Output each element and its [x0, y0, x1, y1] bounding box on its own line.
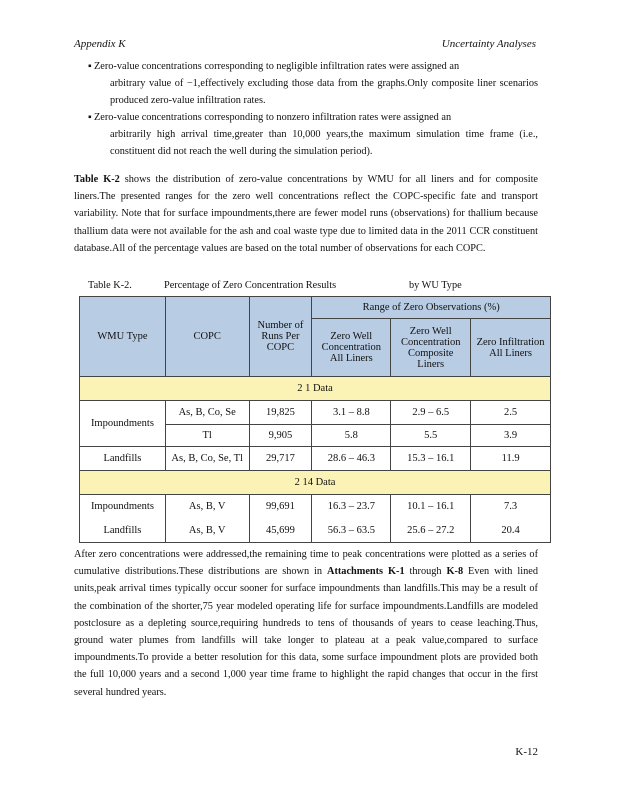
cell-all: 56.3 – 63.5 — [312, 519, 391, 543]
bullet-cont: arbitrarily high arrival time,greater than 10,000 years,the maximum simulation time frame (i.e., constituent did not reach the well during the simulation period). — [110, 129, 538, 157]
table-row — [80, 495, 551, 519]
table-row — [80, 401, 551, 425]
caption-label: Table K-2. — [88, 280, 132, 291]
bullet-cont: arbitrary value of −1,effectively excluding those data from the graphs.Only composite liner scenarios produced zero-value infiltration rates. — [110, 78, 538, 106]
header-range: Range of Zero Observations (%) — [312, 297, 551, 319]
bullet-list — [88, 58, 538, 160]
header-zero-well-composite: Zero Well Concentration Composite Liners — [391, 319, 471, 377]
header-runs: Number of Runs Per COPC — [249, 297, 312, 377]
cell-wmu: Impoundments — [80, 401, 166, 447]
para2-t3: Even with lined units,peak arrival times typically occur sooner for surface impoundments than landfills.This may be a result of the combination of the shorter,75 year modeled operating life for surface impoundments.Landfills are modeled postclosure as a depleting source,requiring hundreds to tens of thousands of years to cease leaching.Thus, ground water plumes from landfills will take longer to plateau at a peak value,compared to surface impoundments.To provide a better resolution for this data, some surface impoundment plots are provided both the full 10,000 years and a second 1,000 year time frame to highlight the rapid changes that occur in the first several hundred years. — [74, 566, 538, 698]
bullet-marker: ▪ — [88, 112, 92, 123]
cell-inf: 2.5 — [471, 401, 551, 425]
cell-copc: As, B, Co, Se, Tl — [165, 447, 249, 471]
bullet-item — [88, 58, 538, 109]
table-row — [80, 447, 551, 471]
page-number: K-12 — [515, 746, 538, 758]
cell-copc: As, B, Co, Se — [165, 401, 249, 425]
cell-inf: 7.3 — [471, 495, 551, 519]
header-zero-infiltration: Zero Infiltration All Liners — [471, 319, 551, 377]
cell-runs: 99,691 — [249, 495, 312, 519]
cell-comp: 2.9 – 6.5 — [391, 401, 471, 425]
table-row — [80, 519, 551, 543]
cell-all: 3.1 – 8.8 — [312, 401, 391, 425]
para2-t1: After zero concentrations were addressed,the remaining time to peak concentrations were plotted as a series of cumulative distributions.These distributions are shown in — [74, 549, 538, 578]
bullet-lead: Zero-value concentrations corresponding to nonzero infiltration rates were assigned an — [94, 112, 452, 123]
cell-runs: 29,717 — [249, 447, 312, 471]
cell-all: 28.6 – 46.3 — [312, 447, 391, 471]
band-2: 2 14 Data — [80, 471, 551, 495]
cell-all: 5.8 — [312, 425, 391, 447]
table-caption — [88, 280, 538, 291]
cell-comp: 25.6 – 27.2 — [391, 519, 471, 543]
caption-title: Percentage of Zero Concentration Results — [164, 280, 337, 291]
header-wmu-type: WMU Type — [80, 297, 166, 377]
cell-copc: As, B, V — [165, 495, 249, 519]
caption-suffix: by WU Type — [409, 280, 462, 291]
bullet-lead: Zero-value concentrations corresponding to negligible infiltration rates were assigned an — [94, 61, 460, 72]
paragraph-peak-times — [74, 546, 538, 701]
cell-runs: 45,699 — [249, 519, 312, 543]
header-right: Uncertainty Analyses — [441, 38, 536, 50]
cell-copc: Tl — [165, 425, 249, 447]
cell-inf: 3.9 — [471, 425, 551, 447]
band-1: 2 1 Data — [80, 377, 551, 401]
cell-comp: 10.1 – 16.1 — [391, 495, 471, 519]
cell-copc: As, B, V — [165, 519, 249, 543]
cell-wmu: Landfills — [80, 519, 166, 543]
cell-wmu: Landfills — [80, 447, 166, 471]
zero-concentration-table — [79, 296, 551, 543]
cell-runs: 19,825 — [249, 401, 312, 425]
para1-text: shows the distribution of zero-value concentrations by WMU for all liners and for composite liners.The presented ranges for the zero well concentrations reflect the COPC-specific fate and transport variability. Note that for surface impoundments,there are fewer model runs (observations) for thallium because thallium data were not available for the ash and coal waste type due to limited data in the 2011 CCR constituent database.All of the percentage values are based on the total number of observations for each COPC. — [74, 174, 538, 254]
cell-runs: 9,905 — [249, 425, 312, 447]
header-left: Appendix K — [74, 38, 126, 50]
table-ref: Table K-2 — [74, 174, 120, 185]
cell-inf: 20.4 — [471, 519, 551, 543]
attachments-ref: Attachments K-1 — [327, 566, 405, 578]
attachment-k8-ref: K-8 — [446, 566, 464, 578]
cell-comp: 15.3 – 16.1 — [391, 447, 471, 471]
header-copc: COPC — [165, 297, 249, 377]
cell-comp: 5.5 — [391, 425, 471, 447]
paragraph-table-intro — [74, 171, 538, 257]
cell-inf: 11.9 — [471, 447, 551, 471]
bullet-item — [88, 109, 538, 160]
para2-t2: through — [404, 566, 447, 578]
cell-all: 16.3 – 23.7 — [312, 495, 391, 519]
cell-wmu: Impoundments — [80, 495, 166, 519]
bullet-marker: ▪ — [88, 61, 92, 72]
header-zero-well-all: Zero Well Concentration All Liners — [312, 319, 391, 377]
